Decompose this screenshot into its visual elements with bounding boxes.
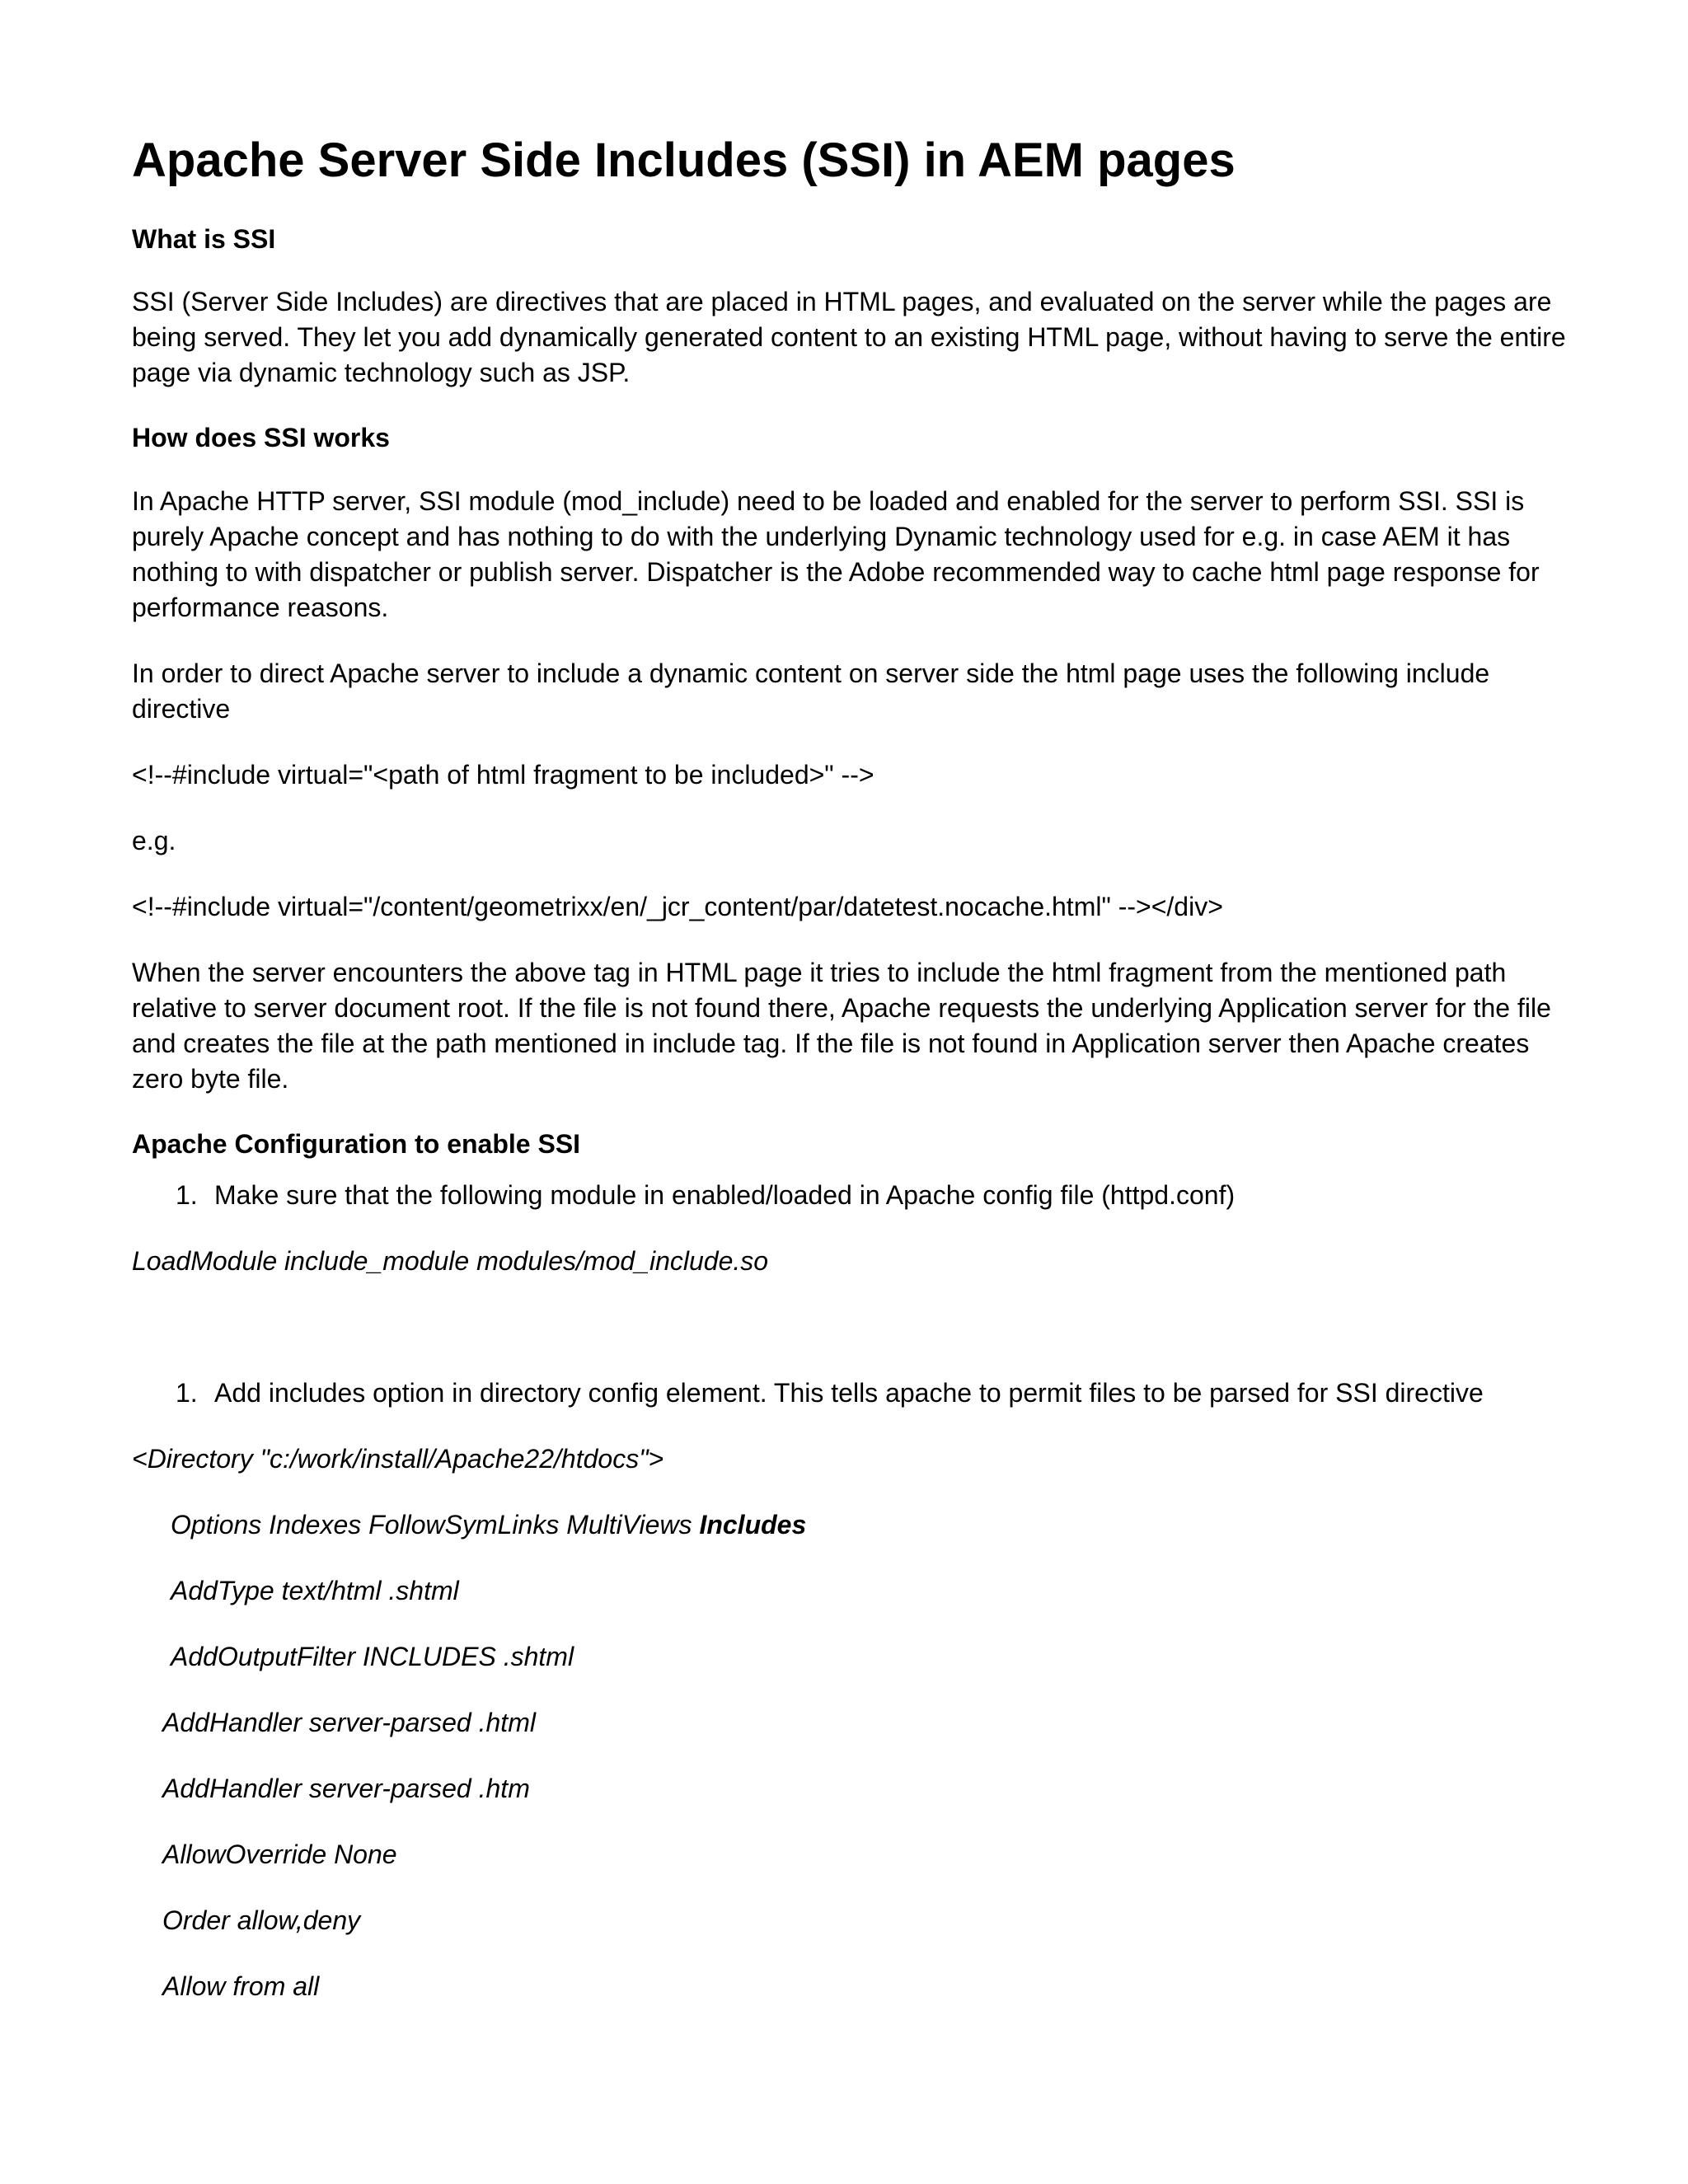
heading-how-ssi-works: How does SSI works: [132, 423, 390, 453]
add-output-filter-line: AddOutputFilter INCLUDES .shtml: [171, 1642, 574, 1672]
add-handler-html-line: AddHandler server-parsed .html: [162, 1708, 536, 1738]
paragraph-ssi-module: In Apache HTTP server, SSI module (mod_include) need to be loaded and enabled for the server to perform SSI. SSI is purely Apache concept and has nothing to do with the underlying Dynamic technology used for e.g. in case AEM it has nothing to with dispatcher or publish server. Dispatcher is the Adobe recommended way to cache html page response for performance reasons.: [132, 485, 1540, 622]
paragraph-server-behavior: When the server encounters the above tag in HTML page it tries to include the html fragment from the mentioned path relative to server document root. If the file is not found there, Apache requests the underlying Application server for the file and creates the file at the path mentioned in include tag. If the file is not found in Application server then Apache creates zero byte file.: [132, 957, 1551, 1094]
list-item-step-2: [176, 1376, 1566, 1411]
spacer: [132, 1310, 1566, 1376]
page-title: Apache Server Side Includes (SSI) in AEM pages: [132, 134, 1236, 187]
paragraph-what-is-ssi: SSI (Server Side Includes) are directives that are placed in HTML pages, and evaluated on the server while the pages are being served. They let you add dynamically generated content to an existing HTML page, without having to serve the entire page via dynamic technology such as JSP.: [132, 287, 1566, 388]
directory-open-line: <Directory "c:/work/install/Apache22/htdocs">: [132, 1444, 664, 1474]
list-number: 1.: [176, 1378, 198, 1408]
example-label: e.g.: [132, 825, 176, 855]
allow-from-line: Allow from all: [162, 1971, 320, 2002]
load-module-line: LoadModule include_module modules/mod_include.so: [132, 1246, 769, 1277]
directive-example: <!--#include virtual="/content/geometrixx/en/_jcr_content/par/datetest.nocache.html" --></div>: [132, 891, 1223, 921]
options-includes: Includes: [699, 1510, 807, 1540]
add-handler-htm-line: AddHandler server-parsed .htm: [162, 1774, 530, 1804]
add-type-line: AddType text/html .shtml: [171, 1576, 459, 1606]
allow-override-line: AllowOverride None: [162, 1840, 397, 1870]
heading-what-is-ssi: What is SSI: [132, 223, 276, 254]
options-prefix: Options Indexes FollowSymLinks MultiViews: [171, 1510, 700, 1540]
order-line: Order allow,deny: [162, 1905, 361, 1936]
list-number: 1.: [176, 1180, 198, 1211]
heading-apache-config: Apache Configuration to enable SSI: [132, 1128, 581, 1159]
list-text: Make sure that the following module in enabled/loaded in Apache config file (httpd.conf): [214, 1180, 1236, 1211]
document-content: [132, 132, 1566, 2035]
list-item-step-1: [176, 1178, 1566, 1213]
options-line: [132, 1507, 1566, 1543]
paragraph-include-directive: In order to direct Apache server to include a dynamic content on server side the html page uses the following include directive: [132, 658, 1490, 724]
list-text: Add includes option in directory config element. This tells apache to permit files to be parsed for SSI directive: [214, 1378, 1484, 1408]
directive-template: <!--#include virtual="<path of html fragment to be included>" -->: [132, 759, 874, 790]
